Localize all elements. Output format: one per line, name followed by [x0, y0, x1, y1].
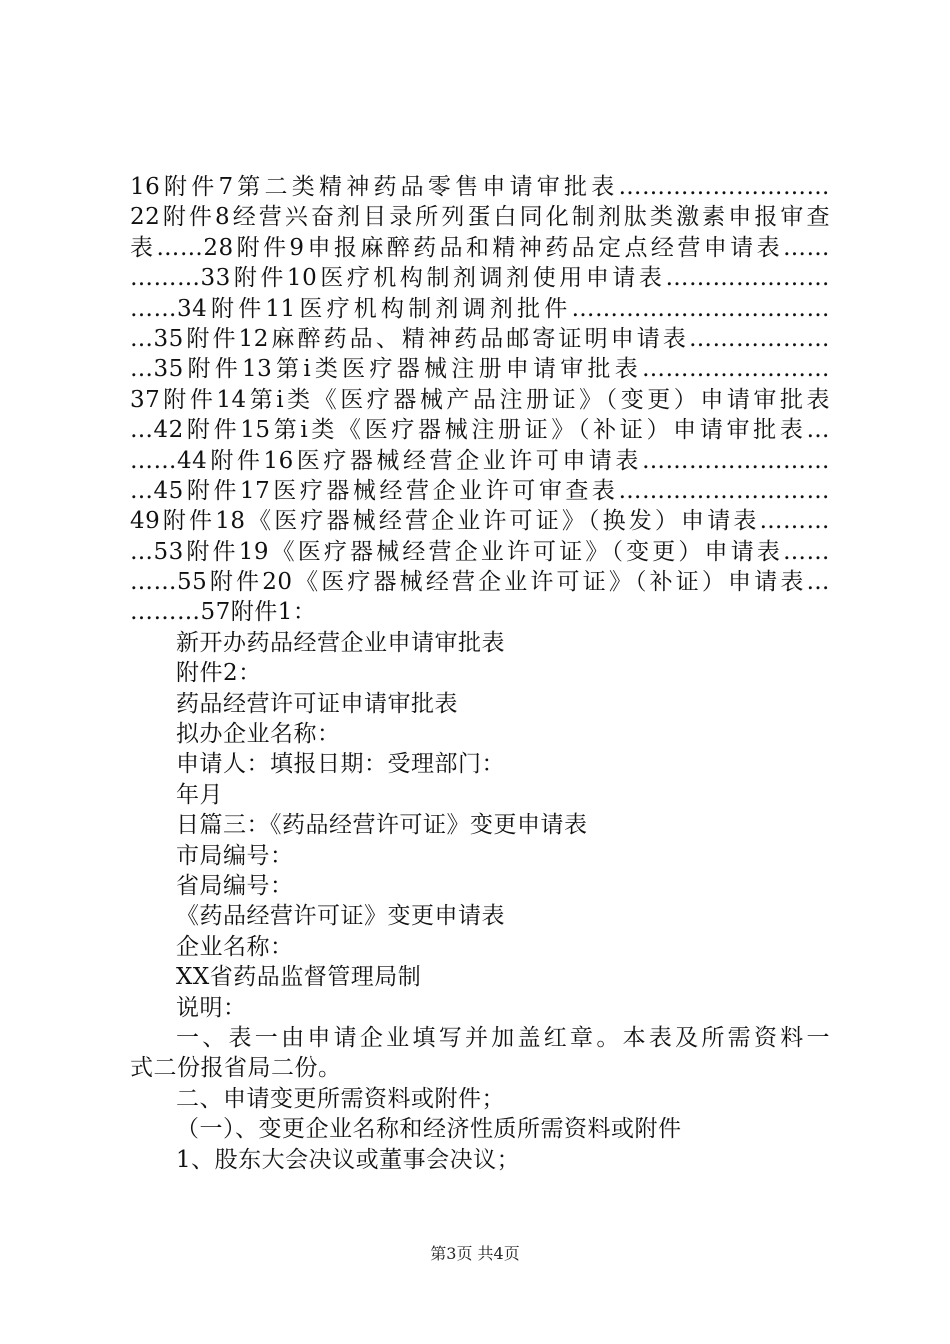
paragraph-line: 一、表一由申请企业填写并加盖红章。本表及所需资料一	[176, 1024, 830, 1051]
page-number-footer: 第3页 共4页	[430, 1244, 520, 1263]
paragraph-line: 式二份报省局二份。	[130, 1055, 342, 1082]
paragraph-line: 1、股东大会决议或董事会决议；	[176, 1146, 521, 1173]
field-label-province-number: 省局编号：	[176, 872, 294, 899]
form-title: 药品经营许可证申请审批表	[176, 690, 458, 717]
toc-line: …35附件12麻醉药品、精神药品邮寄证明申请表………………	[130, 325, 830, 352]
notes-heading: 说明：	[176, 994, 247, 1021]
toc-line: 37附件14第ⅰ类《医疗器械产品注册证》（变更）申请审批表	[130, 386, 830, 413]
toc-line: …45附件17医疗器械经营企业许可审查表………………………	[130, 477, 830, 504]
form-title: 《药品经营许可证》变更申请表	[176, 903, 505, 930]
toc-line: ……44附件16医疗器械经营企业许可申请表……………………	[130, 447, 830, 474]
toc-line: …35附件13第ⅰ类医疗器械注册申请审批表……………………	[130, 356, 830, 383]
toc-line: ………33附件10医疗机构制剂调剂使用申请表…………………	[130, 265, 830, 292]
toc-line: 49附件18《医疗器械经营企业许可证》（换发）申请表………	[130, 508, 830, 535]
field-label-city-number: 市局编号：	[176, 842, 294, 869]
toc-line: 22附件8经营兴奋剂目录所列蛋白同化制剂肽类激素申报审查	[130, 204, 830, 231]
toc-line: ………57附件1：	[130, 599, 317, 626]
paragraph-line: 二、申请变更所需资料或附件；	[176, 1085, 505, 1112]
field-label-date: 年月	[176, 781, 223, 808]
attachment-label: 附件2：	[176, 660, 262, 687]
toc-line: …42附件15第ⅰ类《医疗器械注册证》（补证）申请审批表…	[130, 417, 830, 444]
toc-line: ……34附件11医疗机构制剂调剂批件……………………………	[130, 295, 830, 322]
paragraph-line: （一）、变更企业名称和经济性质所需资料或附件	[176, 1116, 682, 1143]
section-heading: 日篇三：《药品经营许可证》变更申请表	[176, 812, 588, 839]
field-label-applicant: 申请人：填报日期：受理部门：	[176, 751, 505, 778]
toc-line: …53附件19《医疗器械经营企业许可证》（变更）申请表……	[130, 538, 830, 565]
toc-line: 表……28附件9申报麻醉药品和精神药品定点经营申请表……	[130, 234, 830, 261]
toc-line: ……55附件20《医疗器械经营企业许可证》（补证）申请表…	[130, 569, 830, 596]
toc-line: 16附件7第二类精神药品零售申请审批表………………………	[130, 174, 830, 200]
field-label-company-name: 拟办企业名称：	[176, 721, 341, 748]
form-title: 新开办药品经营企业申请审批表	[176, 629, 505, 656]
issuer-text: XX省药品监督管理局制	[176, 964, 422, 991]
document-body	[130, 172, 830, 1175]
field-label-enterprise-name: 企业名称：	[176, 933, 294, 960]
